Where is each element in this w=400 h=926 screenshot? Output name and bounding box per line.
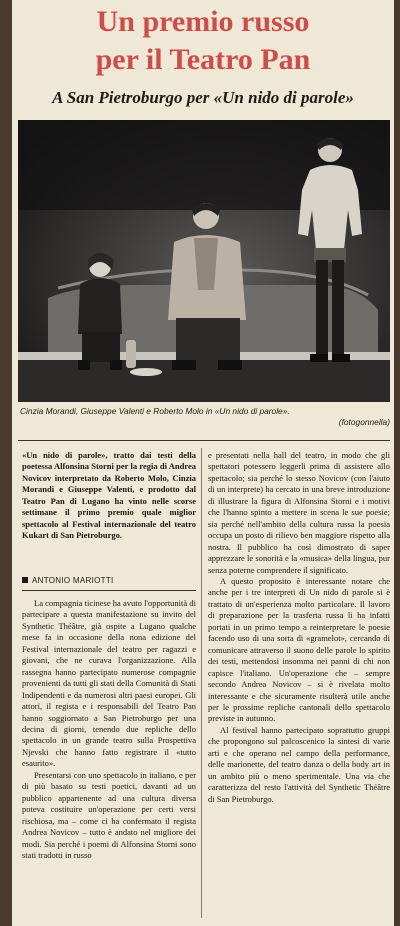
- headline-line-1: Un premio russo: [96, 5, 310, 38]
- byline-square-icon: [22, 577, 28, 583]
- author-name: ANTONIO MARIOTTI: [32, 576, 114, 585]
- lead-paragraph: [22, 450, 196, 542]
- headline-line-2: per il Teatro Pan: [95, 43, 311, 76]
- column-divider: [201, 448, 202, 918]
- body-right-paragraph-2: A questo proposito è interessante notare che anche per i tre interpreti di Un nido di parole si è trattato di un'esperienza molto particolare. Il lavoro di preparazione per la trasferta russa li ha infatti portati in un primo tempo a reinterpretare le poesie facendo uso di una sorta di «gramelot», cercando di comunicare attraverso il suono delle parole lo spirito dei testi, mettendosi insomma nei panni di chi non capisce l'italiano. Un'operazione che – sempre secondo Andrea Novicov – si è rivelata molto interessante e che sicuramente risulterà utile anche per le prossime repliche cantonali dello spettacolo previste in autunno.: [208, 575, 390, 724]
- body-left-paragraph-2: Presentarsi con uno spettacolo in italiano, e per di più basato su testi poetici, davanti ad un pubblico appartenente ad una cultura diversa poteva costituire un'operazione per certi versi rischiosa, ma – come ci ha confermato il regista Andrea Novicov – tutto è andato nel migliore dei modi. Sia perché i poemi di Alfonsina Storni sono stati tradotti in russo: [22, 769, 196, 860]
- caption-text: Cinzia Morandi, Giuseppe Valenti e Roberto Molo in «Un nido di parole».: [20, 406, 290, 416]
- byline-rule: [22, 590, 196, 591]
- body-right-paragraph-3: Al festival hanno partecipato soprattutto gruppi che propongono sul palcoscenico la sintesi di varie arti e che operano nel campo della performance, delle marionette, del teatro danza o della body art in un ambito più o meno sperimentale. Una via che caratterizza del resto l'attività del Synthetic Théâtre di San Pietroburgo.: [208, 724, 390, 804]
- photo-caption: [20, 406, 390, 428]
- lead-text: «Un nido di parole», tratto dai testi della poetessa Alfonsina Storni per la regia di Andrea Novicov interpretato da Roberto Molo, Cinzia Morandi e Giuseppe Valenti, e prodotto dal Teatro Pan di Lugano ha vinto nelle scorse settimane il primo premio quale miglior spettacolo al Festival internazionale del teatro Kukart di San Pietroburgo.: [22, 450, 196, 541]
- stage-photo: [18, 120, 390, 402]
- subheadline: A San Pietroburgo per «Un nido di parole»: [52, 88, 354, 107]
- newspaper-clipping: [12, 0, 394, 926]
- body-left-paragraph-1: La compagnia ticinese ha avuto l'opportunità di partecipare a questa manifestazione su invito del Synthetic Théâtre, già ospite a Lugano qualche mese fa in occasione della nona edizione del Festival internazionale del teatro per ragazzi e giovani, che ne curava l'organizzazione. Alla rassegna hanno partecipato numerose compagnie provenienti da tutti gli stati della Comunità di Stati Indipendenti e da numerosi altri paesi europei. Gli attori, il regista e i responsabili del Teatro Pan hanno soggiornato a San Pietroburgo per una decina di giorni, tenendo due repliche dello spettacolo in un grande teatro sulla Prospettiva Njevski che hanno fatto registrare il «tutto esaurito».: [22, 598, 196, 769]
- stage-photo-illustration: [18, 120, 390, 402]
- separator-rule: [18, 440, 390, 441]
- body-right-column: [208, 450, 390, 805]
- photo-credit: (fotogonnella): [338, 417, 390, 427]
- byline: [22, 576, 196, 585]
- body-right-paragraph-1: e presentati nella hall del teatro, in modo che gli spettatori potessero leggerli prima di assistere allo spettacolo; sia perché lo stesso Novicov (con l'aiuto di un interprete) ha cercato in una breve introduzione di illustrare la figura di Alfonsina Storni e i motivi che l'hanno spinto a mettere in scena le sue poesie; sia perché nell'ambito della cultura russa la poesia occupa un posto di rilievo ben maggiore rispetto alla nostra. Il pubblico ha così dimostrato di saper apprezzare le sonorità e la «musica» della lingua, pur senza poterne comprendere il significato.: [208, 450, 390, 575]
- body-left-column: [22, 598, 196, 861]
